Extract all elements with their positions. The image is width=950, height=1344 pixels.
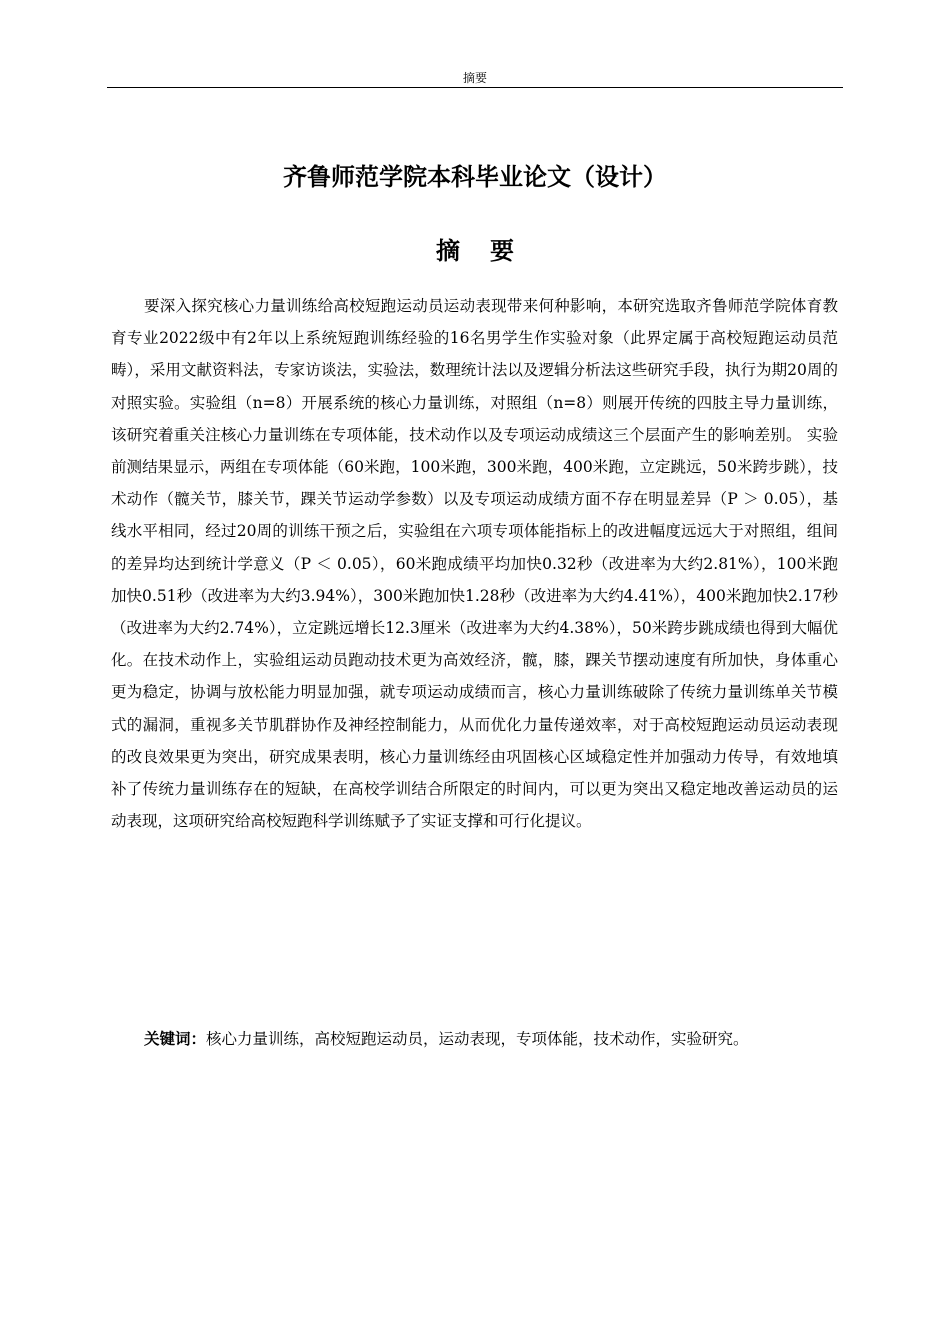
keywords-label: 关键词： — [144, 1030, 207, 1048]
keywords-paragraph — [111, 1023, 838, 1055]
keywords-text: 核心力量训练，高校短跑运动员，运动表现，专项体能，技术动作，实验研究。 — [206, 1030, 749, 1048]
abstract-body: 要深入探究核心力量训练给高校短跑运动员运动表现带来何种影响，本研究选取齐鲁师范学院体育教育专业2022级中有2年以上系统短跑训练经验的16名男学生作实验对象（此界定属于高校短跑运动员范畴），采用文献资料法，专家访谈法，实验法，数理统计法以及逻辑分析法这些研究手段，执行为期20周的对照实验。实验组（n=8）开展系统的核心力量训练，对照组（n=8）则展开传统的四肢主导力量训练，该研究着重关注核心力量训练在专项体能，技术动作以及专项运动成绩这三个层面产生的影响差别。 实验前测结果显示，两组在专项体能（60米跑，100米跑，300米跑，400米跑，立定跳远，50米跨步跳），技术动作（髋关节，膝关节，踝关节运动学参数）以及专项运动成绩方面不存在明显差异（P ＞ 0.05），基线水平相同，经过20周的训练干预之后，实验组在六项专项体能指标上的改进幅度远远大于对照组，组间的差异均达到统计学意义（P ＜ 0.05），60米跑成绩平均加快0.32秒（改进率为大约2.81%），100米跑加快0.51秒（改进率为大约3.94%），300米跑加快1.28秒（改进率为大约4.41%），400米跑加快2.17秒（改进率为大约2.74%），立定跳远增长12.3厘米（改进率为大约4.38%），50米跨步跳成绩也得到大幅优化。在技术动作上，实验组运动员跑动技术更为高效经济，髋，膝，踝关节摆动速度有所加快，身体重心更为稳定，协调与放松能力明显加强，就专项运动成绩而言，核心力量训练破除了传统力量训练单关节模式的漏洞，重视多关节肌群协作及神经控制能力，从而优化力量传递效率，对于高校短跑运动员运动表现的改良效果更为突出，研究成果表明，核心力量训练经由巩固核心区域稳定性并加强动力传导，有效地填补了传统力量训练存在的短缺，在高校学训结合所限定的时间内，可以更为突出又稳定地改善运动员的运动表现，这项研究给高校短跑科学训练赋予了实证支撑和可行化提议。 — [111, 297, 838, 831]
thesis-title: 齐鲁师范学院本科毕业论文（设计） — [283, 163, 667, 191]
running-header: 摘要 — [462, 71, 487, 85]
abstract-heading: 摘要 — [436, 237, 544, 265]
header-rule — [107, 87, 843, 88]
